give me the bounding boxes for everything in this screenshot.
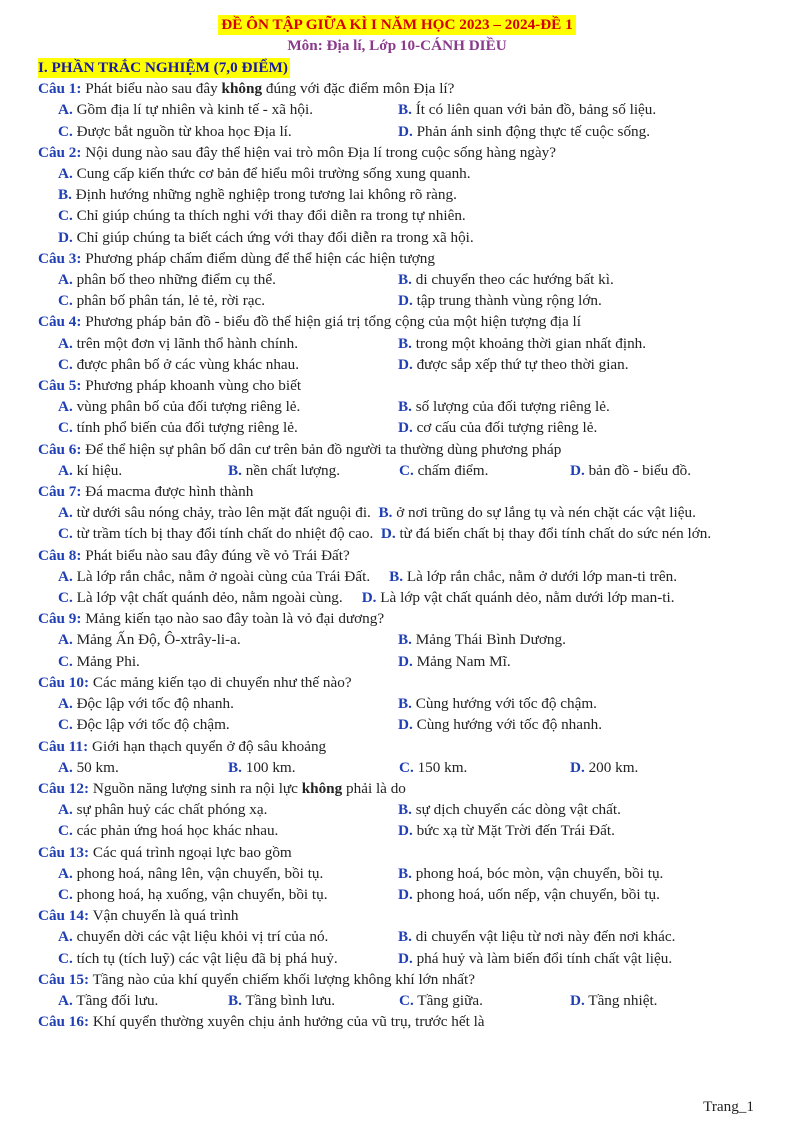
option-text: Là lớp vật chất quánh dẻo, nằm dưới lớp man-ti.	[376, 589, 675, 607]
option-text: Mảng Phi.	[72, 652, 140, 670]
option-letter: C.	[58, 419, 73, 437]
option-text: Gồm địa lí tự nhiên và kinh tế - xã hội.	[72, 101, 313, 119]
question-stem	[38, 1011, 758, 1032]
answer-option	[399, 757, 570, 778]
question-number: Câu 6:	[38, 440, 82, 458]
option-letter: B.	[398, 334, 412, 352]
question-text: Các quá trình ngoại lực bao gồm	[89, 843, 292, 861]
question-number: Câu 10:	[38, 673, 90, 691]
answer-option	[398, 714, 778, 735]
option-text: các phản ứng hoá học khác nhau.	[72, 822, 279, 840]
option-text: sự dịch chuyển các dòng vật chất.	[411, 801, 621, 819]
question-stem	[38, 439, 758, 460]
answer-option	[398, 926, 778, 947]
option-letter: C.	[58, 822, 73, 840]
option-text: từ đá biến chất bị thay đổi tính chất do sức nén lớn.	[395, 525, 712, 543]
option-text: phong hoá, uốn nếp, vận chuyển, bồi tụ.	[412, 885, 660, 903]
option-text: số lượng của đối tượng riêng lẻ.	[411, 398, 610, 416]
option-text: ở nơi trũng do sự lắng tụ và nén chặt các vật liệu.	[392, 504, 696, 522]
option-letter: D.	[361, 589, 377, 607]
answer-option	[58, 186, 457, 203]
options-row	[38, 417, 758, 438]
option-text: Định hướng những nghề nghiệp trong tương lai không rõ ràng.	[71, 186, 457, 204]
options-row	[38, 587, 758, 608]
answer-option	[398, 863, 778, 884]
answer-option	[58, 460, 228, 481]
options-row	[38, 693, 758, 714]
option-text: Tầng bình lưu.	[241, 991, 336, 1009]
answer-option	[398, 354, 778, 375]
question-number: Câu 14:	[38, 907, 90, 925]
option-letter: C.	[58, 885, 73, 903]
option-letter: A.	[58, 801, 73, 819]
question-number: Câu 1:	[38, 80, 82, 98]
option-text: phong hoá, nâng lên, vận chuyển, bồi tụ.	[72, 864, 324, 882]
answer-option	[398, 651, 778, 672]
options-row	[38, 99, 758, 120]
option-letter: B.	[398, 398, 412, 416]
answer-option	[398, 290, 778, 311]
question-list	[38, 78, 758, 1032]
option-letter: D.	[398, 292, 413, 310]
question-number: Câu 15:	[38, 970, 90, 988]
options-row	[38, 863, 758, 884]
question-emphasis: không	[301, 779, 343, 797]
question-stem	[38, 481, 758, 502]
option-letter: D.	[570, 758, 585, 776]
question-text: Để thể hiện sự phân bố dân cư trên bản đồ người ta thường dùng phương pháp	[81, 440, 562, 458]
option-text: Phản ánh sinh động thực tế cuộc sống.	[412, 122, 651, 140]
options-row	[38, 227, 758, 248]
option-letter: A.	[58, 991, 73, 1009]
option-letter: C.	[58, 652, 73, 670]
answer-option	[58, 757, 228, 778]
option-letter: A.	[58, 631, 73, 649]
option-text: di chuyển vật liệu từ nơi này đến nơi khác.	[411, 928, 676, 946]
option-text: Cùng hướng với tốc độ nhanh.	[412, 716, 603, 734]
question-text: Nguồn năng lượng sinh ra nội lực	[89, 779, 302, 797]
option-letter: A.	[58, 695, 73, 713]
option-text: 50 km.	[72, 758, 119, 776]
question-stem	[38, 608, 758, 629]
option-letter: D.	[398, 949, 413, 967]
page-number: Trang_1	[703, 1098, 754, 1115]
option-letter: D.	[398, 822, 413, 840]
answer-option	[398, 693, 778, 714]
question-number: Câu 16:	[38, 1013, 90, 1031]
option-letter: A.	[58, 567, 73, 585]
question-number: Câu 3:	[38, 249, 82, 267]
question-number: Câu 2:	[38, 143, 82, 161]
options-row	[38, 269, 758, 290]
question-stem	[38, 311, 758, 332]
question-number: Câu 11:	[38, 737, 89, 755]
answer-option	[228, 990, 399, 1011]
option-text: Chỉ giúp chúng ta thích nghi với thay đổi diễn ra trong tự nhiên.	[72, 207, 466, 225]
answer-option	[381, 525, 711, 542]
option-letter: B.	[398, 101, 412, 119]
option-text: tính phổ biến của đối tượng riêng lẻ.	[72, 419, 298, 437]
answer-option	[58, 820, 398, 841]
option-text: trên một đơn vị lãnh thổ hành chính.	[72, 334, 299, 352]
answer-option	[228, 460, 399, 481]
option-letter: C.	[58, 949, 73, 967]
option-text: phong hoá, hạ xuống, vận chuyển, bồi tụ.	[72, 885, 328, 903]
option-text: Chỉ giúp chúng ta biết cách ứng với thay đổi diễn ra trong xã hội.	[72, 228, 474, 246]
exam-subtitle: Môn: Địa lí, Lớp 10-CÁNH DIỀU	[287, 37, 507, 55]
answer-option	[58, 354, 398, 375]
answer-option	[398, 396, 778, 417]
answer-option	[58, 165, 471, 182]
options-row	[38, 354, 758, 375]
options-row	[38, 460, 758, 481]
options-row	[38, 629, 758, 650]
option-text: Là lớp rắn chắc, nằm ở dưới lớp man-ti trên.	[403, 567, 678, 585]
option-letter: B.	[398, 801, 412, 819]
answer-option	[398, 269, 778, 290]
question-text: Phương pháp bản đồ - biểu đồ thể hiện giá trị tổng cộng của một hiện tượng địa lí	[81, 313, 581, 331]
question-stem	[38, 78, 758, 99]
option-letter: C.	[58, 355, 73, 373]
exam-title: ĐỀ ÔN TẬP GIỮA KÌ I NĂM HỌC 2023 – 2024-ĐỀ 1	[218, 15, 575, 35]
option-text: phá huỷ và làm biến đổi tính chất vật liệu.	[412, 949, 673, 967]
option-letter: C.	[58, 122, 73, 140]
option-text: tích tụ (tích luỹ) các vật liệu đã bị phá huỷ.	[72, 949, 338, 967]
option-text: Cùng hướng với tốc độ chậm.	[411, 695, 597, 713]
option-text: Cung cấp kiến thức cơ bản để hiểu môi trường sống xung quanh.	[72, 165, 471, 183]
answer-option	[398, 884, 778, 905]
answer-option	[398, 99, 778, 120]
answer-option	[58, 121, 398, 142]
answer-option	[399, 990, 570, 1011]
option-text: bản đồ - biểu đồ.	[584, 461, 692, 479]
answer-option	[570, 460, 758, 481]
question-text: Nội dung nào sau đây thể hiện vai trò môn Địa lí trong cuộc sống hàng ngày?	[81, 143, 556, 161]
option-letter: D.	[398, 355, 413, 373]
option-text: 100 km.	[241, 758, 296, 776]
answer-option	[58, 396, 398, 417]
option-letter: B.	[398, 631, 412, 649]
option-text: Tầng đối lưu.	[72, 991, 159, 1009]
option-letter: A.	[58, 864, 73, 882]
answer-option	[58, 884, 398, 905]
option-letter: D.	[398, 419, 413, 437]
option-letter: A.	[58, 334, 73, 352]
answer-option	[399, 460, 570, 481]
option-text: Tầng nhiệt.	[584, 991, 658, 1009]
option-letter: C.	[399, 461, 414, 479]
answer-option	[58, 948, 398, 969]
questions-area	[38, 57, 758, 1032]
question-text: Phương pháp chấm điểm dùng để thể hiện các hiện tượng	[81, 249, 435, 267]
option-text: sự phân huỷ các chất phóng xạ.	[72, 801, 268, 819]
answer-option	[58, 863, 398, 884]
option-letter: C.	[58, 589, 73, 607]
options-row	[38, 163, 758, 184]
option-text: vùng phân bố của đối tượng riêng lẻ.	[72, 398, 301, 416]
option-letter: D.	[398, 885, 413, 903]
question-stem	[38, 778, 758, 799]
question-emphasis: không	[221, 80, 263, 98]
option-letter: D.	[398, 122, 413, 140]
question-stem	[38, 142, 758, 163]
question-stem	[38, 969, 758, 990]
options-row	[38, 990, 758, 1011]
option-text: tập trung thành vùng rộng lớn.	[412, 292, 602, 310]
answer-option	[58, 629, 398, 650]
answer-option	[362, 589, 675, 606]
options-row	[38, 184, 758, 205]
question-number: Câu 8:	[38, 546, 82, 564]
option-letter: A.	[58, 758, 73, 776]
question-stem	[38, 248, 758, 269]
question-text: Phương pháp khoanh vùng cho biết	[81, 377, 302, 395]
option-letter: B.	[389, 567, 404, 585]
option-text: chấm điểm.	[413, 461, 489, 479]
answer-option	[58, 229, 474, 246]
option-letter: B.	[398, 928, 412, 946]
answer-option	[570, 990, 758, 1011]
options-row	[38, 290, 758, 311]
question-stem	[38, 736, 758, 757]
option-text: Ít có liên quan với bản đồ, bảng số liệu.	[411, 101, 657, 119]
question-text-end: phải là do	[342, 779, 406, 797]
option-letter: B.	[228, 461, 242, 479]
answer-option	[398, 121, 778, 142]
options-row	[38, 820, 758, 841]
answer-option	[398, 820, 778, 841]
option-text: nền chất lượng.	[241, 461, 341, 479]
answer-option	[58, 651, 398, 672]
options-row	[38, 884, 758, 905]
option-text: Được bắt nguồn từ khoa học Địa lí.	[72, 122, 292, 140]
option-text: Mảng Nam Mĩ.	[412, 652, 511, 670]
question-number: Câu 9:	[38, 610, 82, 628]
option-letter: A.	[58, 271, 73, 289]
question-text: Tầng nào của khí quyển chiếm khối lượng không khí lớn nhất?	[89, 970, 475, 988]
question-stem	[38, 545, 758, 566]
option-text: phân bố phân tán, lẻ tẻ, rời rạc.	[72, 292, 266, 310]
option-letter: D.	[398, 652, 413, 670]
question-stem	[38, 842, 758, 863]
option-text: Là lớp vật chất quánh dẻo, nằm ngoài cùng.	[72, 589, 343, 607]
option-letter: D.	[380, 525, 396, 543]
question-stem	[38, 672, 758, 693]
option-letter: D.	[570, 991, 585, 1009]
option-text: từ dưới sâu nóng chảy, trào lên mặt đất nguội đi.	[72, 504, 371, 522]
option-text: Độc lập với tốc độ nhanh.	[72, 695, 234, 713]
option-text: kí hiệu.	[72, 461, 123, 479]
answer-option	[58, 269, 398, 290]
option-letter: C.	[399, 758, 414, 776]
options-row	[38, 948, 758, 969]
option-letter: B.	[398, 695, 412, 713]
option-letter: D.	[570, 461, 585, 479]
option-letter: C.	[58, 716, 73, 734]
question-text: Vận chuyển là quá trình	[89, 907, 239, 925]
answer-option	[570, 757, 758, 778]
option-text: Là lớp rắn chắc, nằm ở ngoài cùng của Trái Đất.	[72, 567, 371, 585]
options-row	[38, 714, 758, 735]
option-text: 200 km.	[584, 758, 639, 776]
answer-option	[58, 799, 398, 820]
options-row	[38, 396, 758, 417]
option-text: di chuyển theo các hướng bất kì.	[411, 271, 614, 289]
question-text: Giới hạn thạch quyển ở độ sâu khoảng	[88, 737, 327, 755]
question-text: Đá macma được hình thành	[81, 483, 254, 501]
option-letter: D.	[58, 228, 73, 246]
option-text: được phân bố ở các vùng khác nhau.	[72, 355, 300, 373]
option-text: được sắp xếp thứ tự theo thời gian.	[412, 355, 629, 373]
question-stem	[38, 375, 758, 396]
option-text: chuyển dời các vật liệu khỏi vị trí của nó.	[72, 928, 329, 946]
question-text: Phát biểu nào sau đây đúng về vỏ Trái Đất?	[81, 546, 350, 564]
option-letter: D.	[398, 716, 413, 734]
question-text: Khí quyển thường xuyên chịu ảnh hưởng của vũ trụ, trước hết là	[89, 1013, 485, 1031]
options-row	[38, 523, 758, 544]
answer-option	[58, 693, 398, 714]
option-letter: A.	[58, 461, 73, 479]
question-stem	[38, 905, 758, 926]
option-letter: B.	[58, 186, 72, 204]
question-number: Câu 13:	[38, 843, 90, 861]
option-text: 150 km.	[413, 758, 468, 776]
option-letter: A.	[58, 504, 73, 522]
options-row	[38, 757, 758, 778]
option-letter: B.	[398, 864, 412, 882]
answer-option	[58, 417, 398, 438]
option-text: Mảng Ấn Độ, Ô-xtrây-li-a.	[72, 631, 241, 649]
answer-option	[58, 99, 398, 120]
answer-option	[58, 290, 398, 311]
option-text: Độc lập với tốc độ chậm.	[72, 716, 230, 734]
option-letter: C.	[58, 292, 73, 310]
option-text: cơ cấu của đối tượng riêng lẻ.	[412, 419, 598, 437]
answer-option	[58, 589, 343, 606]
section-heading: I. PHẦN TRẮC NGHIỆM (7,0 ĐIỂM)	[38, 59, 288, 76]
option-text: phong hoá, bóc mòn, vận chuyển, bồi tụ.	[411, 864, 664, 882]
answer-option	[398, 799, 778, 820]
answer-option	[58, 333, 398, 354]
answer-option	[398, 333, 778, 354]
question-number: Câu 7:	[38, 483, 82, 501]
option-text: bức xạ từ Mặt Trời đến Trái Đất.	[412, 822, 615, 840]
options-row	[38, 502, 758, 523]
options-row	[38, 651, 758, 672]
options-row	[38, 926, 758, 947]
option-letter: B.	[398, 271, 412, 289]
answer-option	[58, 504, 371, 521]
option-text: Tầng giữa.	[413, 991, 483, 1009]
options-row	[38, 205, 758, 226]
option-letter: C.	[58, 207, 73, 225]
question-number: Câu 5:	[38, 377, 82, 395]
answer-option	[58, 568, 370, 585]
options-row	[38, 799, 758, 820]
answer-option	[398, 629, 778, 650]
question-text-end: đúng với đặc điểm môn Địa lí?	[262, 80, 455, 98]
answer-option	[58, 990, 228, 1011]
option-letter: A.	[58, 101, 73, 119]
answer-option	[398, 417, 778, 438]
answer-option	[378, 504, 695, 521]
answer-option	[228, 757, 399, 778]
options-row	[38, 333, 758, 354]
option-text: Mảng Thái Bình Dương.	[411, 631, 566, 649]
option-letter: B.	[228, 991, 242, 1009]
option-letter: B.	[378, 504, 393, 522]
option-letter: B.	[228, 758, 242, 776]
answer-option	[58, 926, 398, 947]
option-letter: A.	[58, 928, 73, 946]
answer-option	[398, 948, 778, 969]
page-header	[0, 14, 794, 56]
answer-option	[58, 525, 373, 542]
options-row	[38, 566, 758, 587]
option-text: từ trầm tích bị thay đổi tính chất do nhiệt độ cao.	[72, 525, 374, 543]
option-text: trong một khoảng thời gian nhất định.	[411, 334, 647, 352]
answer-option	[58, 714, 398, 735]
question-number: Câu 12:	[38, 779, 90, 797]
question-text: Phát biểu nào sau đây	[81, 80, 222, 98]
option-letter: A.	[58, 165, 73, 183]
question-number: Câu 4:	[38, 313, 82, 331]
question-text: Các mảng kiến tạo di chuyển như thế nào?	[89, 673, 352, 691]
answer-option	[389, 568, 677, 585]
option-letter: C.	[58, 525, 73, 543]
option-letter: A.	[58, 398, 73, 416]
options-row	[38, 121, 758, 142]
answer-option	[58, 207, 466, 224]
question-text: Mảng kiến tạo nào sao đây toàn là vỏ đại dương?	[81, 610, 385, 628]
option-letter: C.	[399, 991, 414, 1009]
option-text: phân bố theo những điểm cụ thể.	[72, 271, 276, 289]
